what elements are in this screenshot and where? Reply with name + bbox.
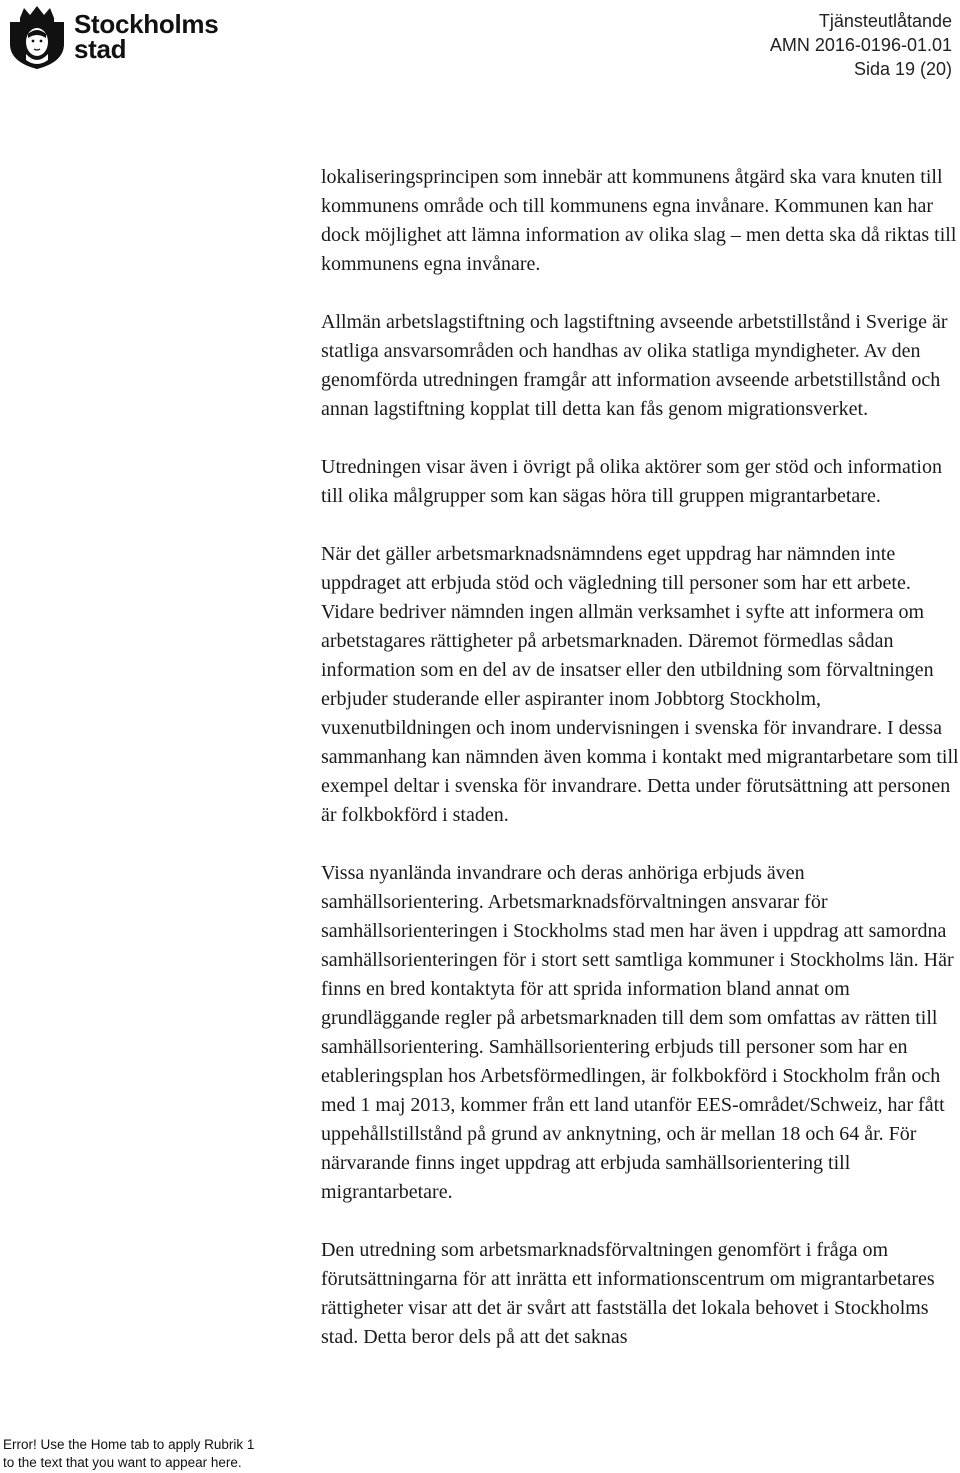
footer-line-2: to the text that you want to appear here. xyxy=(3,1455,242,1470)
document-body xyxy=(321,163,960,1381)
paragraph: När det gäller arbetsmarknadsnämndens eget uppdrag har nämnden inte uppdraget att erbjuda stöd och vägledning till personer som har ett arbete. Vidare bedriver nämnden ingen allmän verksamhet i syfte att informera om arbetstagares rättigheter på arbetsmarknaden. Däremot förmedlas sådan information som en del av de insatser eller den utbildning som förvaltningen erbjuder studerande eller aspiranter inom Jobbtorg Stockholm, vuxenutbildningen och inom undervisningen i svenska för invandrare. I dessa sammanhang kan nämnden även komma i kontakt med migrantarbetare som till exempel deltar i svenska för invandrare. Detta under förutsättning att personen är folkbokförd i staden. xyxy=(321,543,959,826)
footer-error-note xyxy=(3,1436,293,1472)
paragraph: Vissa nyanlända invandrare och deras anhöriga erbjuds även samhällsorientering. Arbetsmarknadsförvaltningen ansvarar för samhällsorienteringen i Stockholms stad men har även i uppdrag att samordna samhällsorienteringen för i stort sett samtliga kommuner i Stockholms län. Här finns en bred kontaktyta för att sprida information bland annat om grundläggande regler på arbetsmarknaden till dem som omfattas av rätten till samhällsorientering. Samhällsorientering erbjuds till personer som har en etableringsplan hos Arbetsförmedlingen, är folkbokförd i Stockholm från och med 1 maj 2013, kommer från ett land utanför EES-området/Schweiz, har fått uppehållstillstånd på grund av anknytning, och är mellan 18 och 64 år. För närvarande finns inget uppdrag att erbjuda samhällsorientering till migrantarbetare. xyxy=(321,862,954,1203)
page-number: Sida 19 (20) xyxy=(853,59,952,79)
footer-line-1: Error! Use the Home tab to apply Rubrik 1 xyxy=(3,1437,255,1452)
document-number: AMN 2016-0196-01.01 xyxy=(769,35,952,55)
document-type: Tjänsteutlåtande xyxy=(818,11,952,31)
paragraph: lokaliseringsprincipen som innebär att kommunens åtgärd ska vara knuten till kommunens område och till kommunens egna invånare. Kommunen kan har dock möjlighet att lämna information av olika slag – men detta ska då riktas till kommunens egna invånare. xyxy=(321,166,957,275)
paragraph: Den utredning som arbetsmarknadsförvaltningen genomfört i fråga om förutsättningarna för att inrätta ett informationscentrum om migrantarbetares rättigheter visar att det är svårt att fastställa det lokala behovet i Stockholms stad. Detta beror dels på att det saknas xyxy=(321,1239,935,1348)
logo-line-1: Stockholms xyxy=(74,9,219,39)
paragraph: Allmän arbetslagstiftning och lagstiftning avseende arbetstillstånd i Sverige är statliga ansvarsområden och handhas av olika statliga myndigheter. Av den genomförda utredningen framgår att information avseende arbetstillstånd och annan lagstiftning kopplat till detta kan fås genom migrationsverket. xyxy=(321,311,948,420)
document-meta xyxy=(770,9,952,81)
logo-line-2: stad xyxy=(74,34,127,64)
logo-wordmark xyxy=(74,9,219,64)
stockholms-stad-logo xyxy=(6,4,218,70)
crest-icon xyxy=(6,4,68,70)
paragraph: Utredningen visar även i övrigt på olika aktörer som ger stöd och information till olika målgrupper som kan sägas höra till gruppen migrantarbetare. xyxy=(321,456,942,507)
